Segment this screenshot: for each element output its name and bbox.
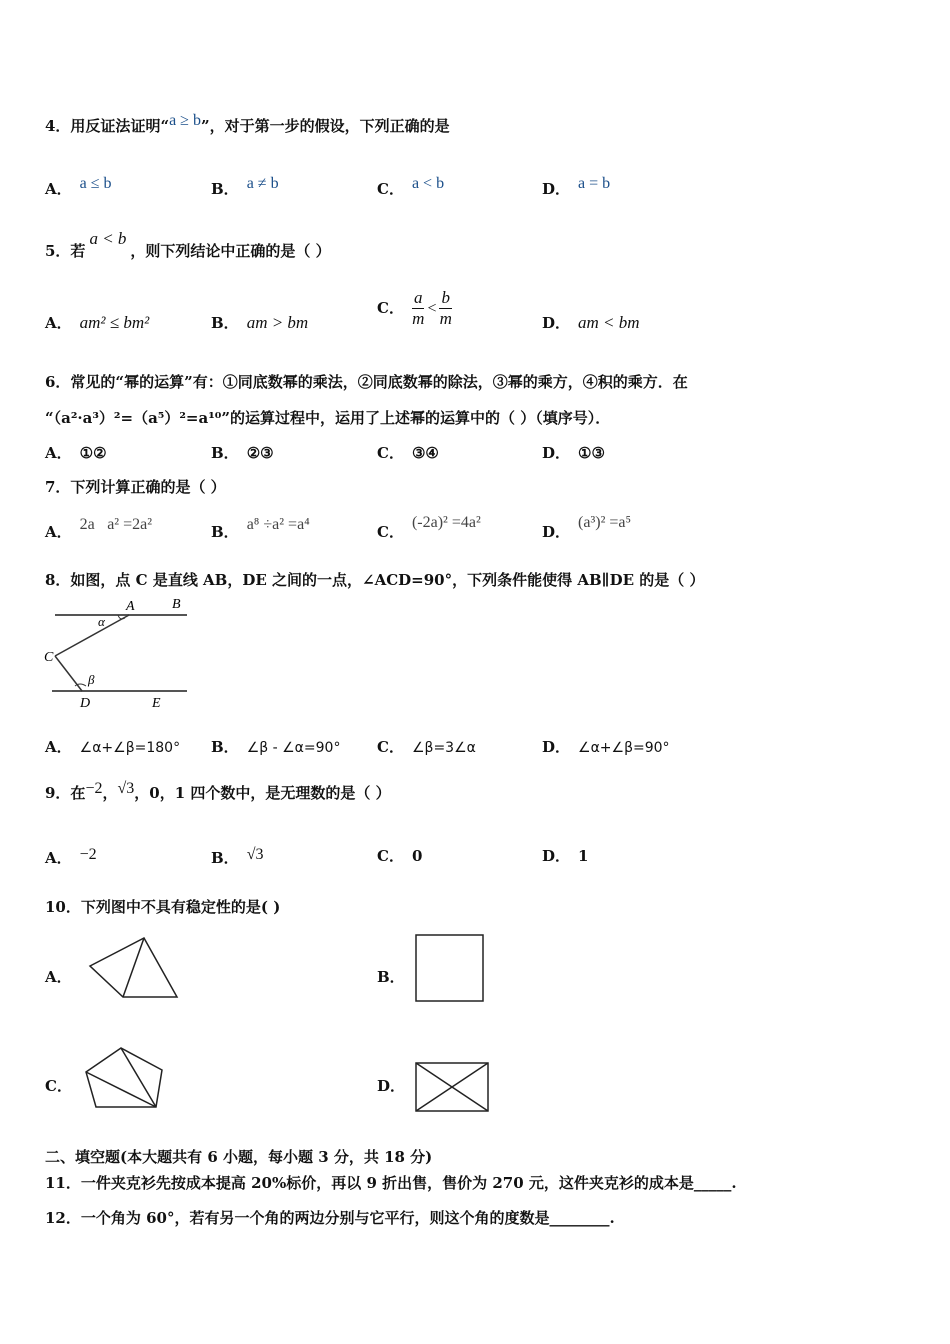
option-text: 1 xyxy=(578,847,589,865)
q5-prefix: 5．若 xyxy=(45,242,86,260)
q7-option-a[interactable] xyxy=(45,513,153,541)
option-text: (a³)² =a⁵ xyxy=(578,514,632,531)
q9-option-b[interactable] xyxy=(211,843,264,867)
q7-option-b[interactable] xyxy=(211,513,310,541)
option-label: D． xyxy=(542,847,571,865)
q5-option-a[interactable] xyxy=(45,312,149,333)
option-label: A． xyxy=(45,849,72,867)
option-text: −2 xyxy=(79,846,97,863)
q10-option-d[interactable] xyxy=(377,1075,413,1096)
option-text: a⁸ ÷a² =a⁴ xyxy=(246,516,310,533)
option-text: am > bm xyxy=(246,313,309,332)
numerator: b xyxy=(441,288,450,307)
q6-option-a[interactable] xyxy=(45,442,107,463)
option-text: ①③ xyxy=(578,444,605,462)
option-label: C． xyxy=(377,847,404,865)
fraction xyxy=(412,288,425,329)
q6-option-c[interactable] xyxy=(377,442,439,463)
q4-suffix: ”，对于第一步的假设，下列正确的是 xyxy=(200,117,450,135)
q8-option-c[interactable] xyxy=(377,736,476,757)
fraction xyxy=(439,288,452,329)
option-text: am < bm xyxy=(578,313,640,332)
question-5-stem xyxy=(45,229,331,261)
option-text: ∠β=3∠α xyxy=(411,740,476,756)
option-label: D． xyxy=(542,523,571,541)
q5-option-c[interactable] xyxy=(377,288,452,329)
option-text: ∠β - ∠α=90° xyxy=(246,740,341,756)
option-label: C． xyxy=(377,298,404,317)
q5-option-b[interactable] xyxy=(211,312,308,333)
label-e: E xyxy=(152,696,161,711)
label-b: B xyxy=(172,597,181,612)
q4-option-d[interactable] xyxy=(542,172,611,198)
q9-option-c[interactable] xyxy=(377,845,422,866)
option-label: D． xyxy=(542,444,571,462)
question-8-stem: 8．如图，点 C 是直线 AB，DE 之间的一点，∠ACD=90°，下列条件能使得 AB∥DE 的是（ ） xyxy=(45,571,705,589)
option-label: C． xyxy=(45,1077,72,1095)
option-text: 0 xyxy=(411,847,423,865)
q5-math: a < b xyxy=(89,229,127,248)
q5-suffix: ，则下列结论中正确的是（ ） xyxy=(130,242,331,260)
option-text: 2a⃞a² =2a² xyxy=(79,516,153,533)
option-label: A． xyxy=(45,444,72,462)
operator: < xyxy=(427,299,437,317)
option-label: B． xyxy=(211,738,239,756)
q9-option-a[interactable] xyxy=(45,843,97,867)
segment-ac xyxy=(55,615,129,656)
option-text: a = b xyxy=(578,175,611,192)
option-text: a ≤ b xyxy=(79,175,112,192)
segment-cd xyxy=(55,656,82,691)
option-text: √3 xyxy=(246,846,264,863)
q9-math-1: −2 xyxy=(85,780,103,797)
parallel-lines-figure xyxy=(40,594,200,718)
option-label: A． xyxy=(45,523,72,541)
q4-option-b[interactable] xyxy=(211,172,279,198)
option-label: C． xyxy=(377,738,404,756)
question-11: 11．一件夹克衫先按成本提高 20%标价，再以 9 折出售，售价为 270 元，这件夹克衫的成本是_____. xyxy=(45,1174,737,1192)
q7-option-c[interactable] xyxy=(377,511,481,541)
question-10-stem: 10．下列图中不具有稳定性的是( ) xyxy=(45,898,281,916)
q5-option-d[interactable] xyxy=(542,312,640,333)
triangle-with-diagonal-figure xyxy=(88,936,180,1000)
option-label: A． xyxy=(45,180,72,198)
section-2-title: 二、填空题(本大题共有 6 小题，每小题 3 分，共 18 分) xyxy=(45,1148,433,1166)
label-d: D xyxy=(80,696,91,711)
option-label: C． xyxy=(377,180,404,198)
rectangle-with-diagonals-figure xyxy=(414,1061,490,1113)
option-label: A． xyxy=(45,968,72,986)
option-text: (-2a)² =4a² xyxy=(411,514,481,531)
q9-math-2: √3 xyxy=(117,780,135,797)
q4-math: a ≥ b xyxy=(169,112,201,129)
option-text: ②③ xyxy=(246,444,274,462)
option-label: D． xyxy=(377,1077,406,1095)
denominator: m xyxy=(412,309,425,328)
q9-separator: ， xyxy=(102,784,118,802)
label-c: C xyxy=(44,650,54,665)
option-label: B． xyxy=(211,444,239,462)
q6-option-d[interactable] xyxy=(542,442,605,463)
q10-option-b[interactable] xyxy=(377,966,413,987)
q7-option-d[interactable] xyxy=(542,511,632,541)
question-4-stem xyxy=(45,112,450,136)
option-label: D． xyxy=(542,314,571,332)
option-text: ③④ xyxy=(411,444,439,462)
label-alpha: α xyxy=(98,614,105,629)
option-label: C． xyxy=(377,444,404,462)
q9-option-d[interactable] xyxy=(542,845,588,866)
option-text: a ≠ b xyxy=(246,175,279,192)
option-text: ∠α+∠β=180° xyxy=(79,740,181,756)
q10-option-a[interactable] xyxy=(45,966,80,987)
q8-option-d[interactable] xyxy=(542,736,670,757)
option-text: a < b xyxy=(411,175,445,192)
q4-option-c[interactable] xyxy=(377,172,445,198)
option-text: ∠α+∠β=90° xyxy=(578,740,670,756)
q8-option-b[interactable] xyxy=(211,736,340,757)
option-text: am² ≤ bm² xyxy=(79,313,150,332)
question-6-line-2: “（a²·a³）²=（a⁵）²=a¹⁰”的运算过程中，运用了上述幂的运算中的（ ）（填序号）． xyxy=(45,409,611,427)
q8-option-a[interactable] xyxy=(45,736,180,757)
q4-option-a[interactable] xyxy=(45,172,112,198)
q10-option-c[interactable] xyxy=(45,1075,80,1096)
q9-suffix: ，0，1 四个数中，是无理数的是（ ） xyxy=(134,784,391,802)
option-label: C． xyxy=(377,523,404,541)
q4-prefix: 4．用反证法证明“ xyxy=(45,117,170,135)
question-12: 12．一个角为 60°，若有另一个角的两边分别与它平行，则这个角的度数是________. xyxy=(45,1209,615,1227)
question-9-stem xyxy=(45,782,391,803)
question-7-stem: 7．下列计算正确的是（ ） xyxy=(45,478,226,496)
question-6-line-1: 6．常见的“幂的运算”有：①同底数幂的乘法，②同底数幂的除法，③幂的乘方，④积的乘方．在 xyxy=(45,373,688,391)
option-label: B． xyxy=(211,314,239,332)
option-label: B． xyxy=(211,523,239,541)
q6-option-b[interactable] xyxy=(211,442,274,463)
numerator: a xyxy=(413,288,423,307)
q9-prefix: 9．在 xyxy=(45,784,86,802)
option-label: D． xyxy=(542,180,571,198)
option-label: B． xyxy=(211,849,239,867)
label-beta: β xyxy=(88,672,95,687)
pentagon-with-diagonals-figure xyxy=(84,1046,168,1110)
label-a: A xyxy=(126,599,135,614)
denominator: m xyxy=(439,309,452,328)
option-label: A． xyxy=(45,314,72,332)
option-label: B． xyxy=(211,180,239,198)
option-label: D． xyxy=(542,738,571,756)
option-label: A． xyxy=(45,738,72,756)
option-text: ①② xyxy=(79,444,107,462)
square-figure xyxy=(414,933,486,1003)
option-label: B． xyxy=(377,968,405,986)
